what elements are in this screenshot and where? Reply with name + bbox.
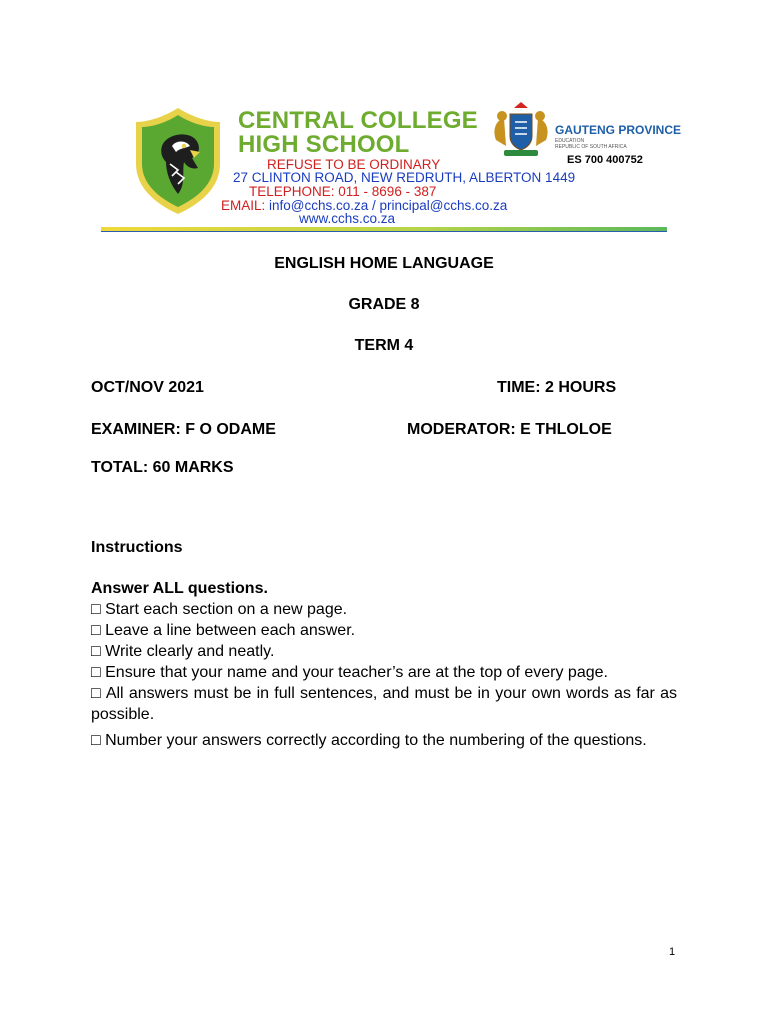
instruction-item: □ Ensure that your name and your teacher’s are at the top of every page.	[91, 664, 608, 681]
checkbox-icon: □	[91, 643, 101, 660]
gauteng-province-title: GAUTENG PROVINCE	[555, 123, 682, 137]
letterhead-divider-underline	[101, 231, 667, 232]
exam-time: TIME: 2 HOURS	[497, 379, 617, 396]
checkbox-icon: □	[91, 601, 101, 618]
checkbox-icon: □	[91, 622, 101, 639]
checkbox-icon: □	[91, 664, 101, 681]
instruction-item: □ Write clearly and neatly.	[91, 643, 275, 660]
exam-total-marks: TOTAL: 60 MARKS	[91, 459, 234, 476]
email-label: EMAIL:	[221, 198, 270, 213]
exam-term: TERM 4	[354, 337, 414, 354]
exam-grade: GRADE 8	[348, 296, 420, 313]
school-address: 27 CLINTON ROAD, NEW REDRUTH, ALBERTON 1449	[233, 170, 576, 185]
exam-moderator: MODERATOR: E THLOLOE	[407, 421, 612, 438]
school-telephone: TELEPHONE: 011 - 8696 - 387	[249, 184, 437, 199]
school-motto: REFUSE TO BE ORDINARY	[267, 157, 441, 172]
coat-of-arms-icon	[490, 100, 552, 162]
exam-subject: ENGLISH HOME LANGUAGE	[274, 255, 494, 272]
instruction-item: □ Leave a line between each answer.	[91, 622, 356, 639]
exam-examiner: EXAMINER: F O ODAME	[91, 421, 276, 438]
instruction-item: □ Number your answers correctly according to the numbering of the questions.	[91, 732, 647, 749]
school-name-line1: CENTRAL COLLEGE	[238, 107, 478, 134]
gauteng-province-sub2: REPUBLIC OF SOUTH AFRICA	[555, 144, 627, 150]
school-website[interactable]: www.cchs.co.za	[299, 211, 396, 226]
page-number: 1	[669, 946, 676, 958]
school-shield-logo	[132, 106, 224, 216]
instructions-subheading: Answer ALL questions.	[91, 580, 268, 597]
checkbox-icon: □	[91, 732, 101, 749]
checkbox-icon: □	[91, 685, 102, 702]
school-name-line2: HIGH SCHOOL	[238, 131, 410, 158]
es-code: ES 700 400752	[567, 154, 643, 166]
instruction-item: □ Start each section on a new page.	[91, 601, 348, 618]
email-value[interactable]: info@cchs.co.za / principal@cchs.co.za	[269, 198, 508, 213]
exam-date: OCT/NOV 2021	[91, 379, 204, 396]
gauteng-province-sub1: EDUCATION	[555, 138, 585, 144]
instruction-item: □ All answers must be in full sentences, and must be in your own words as far as possible.	[91, 685, 678, 723]
instructions-heading: Instructions	[91, 539, 183, 556]
